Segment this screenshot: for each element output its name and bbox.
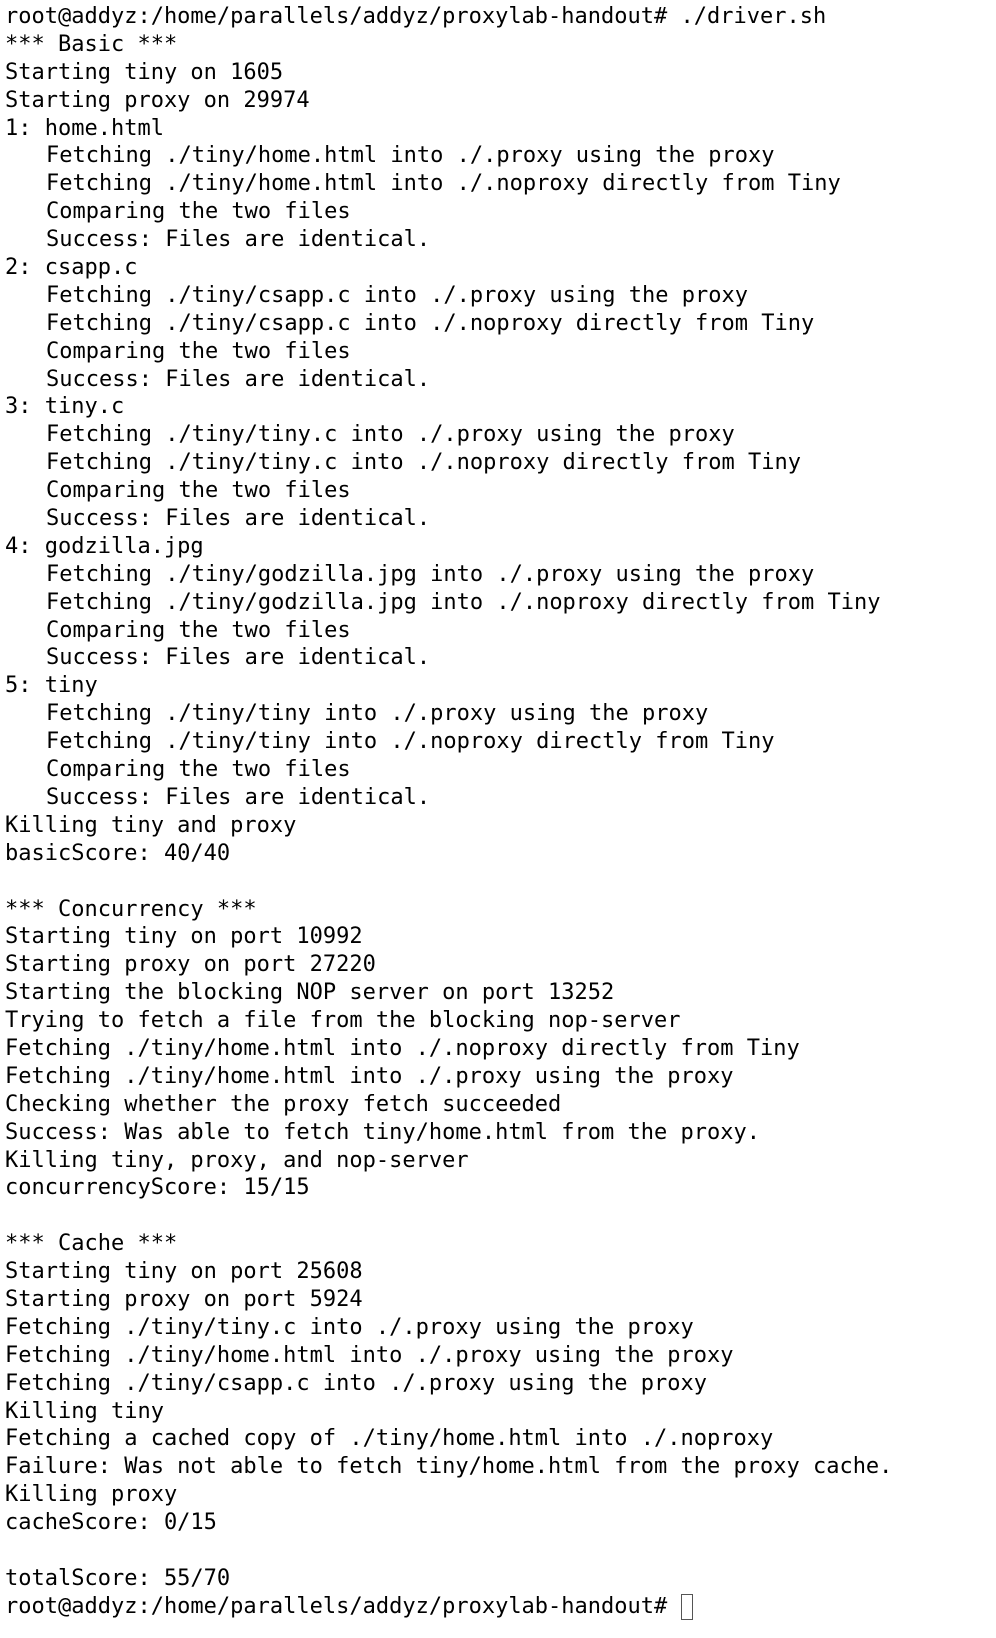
output-line: Comparing the two files xyxy=(46,757,351,783)
output-line: Fetching ./tiny/tiny.c into ./.noproxy directly from Tiny xyxy=(46,450,801,476)
output-line: Trying to fetch a file from the blocking nop-server xyxy=(5,1008,681,1034)
output-line: Killing tiny xyxy=(5,1398,164,1424)
output-line: Success: Files are identical. xyxy=(46,784,431,810)
output-line: Fetching ./tiny/tiny into ./.proxy using the proxy xyxy=(46,701,709,727)
output-line: Success: Files are identical. xyxy=(46,645,431,671)
section-header-basic: *** Basic *** xyxy=(5,31,178,57)
output-line: Checking whether the proxy fetch succeeded xyxy=(5,1091,562,1117)
test-title: 4: godzilla.jpg xyxy=(5,533,204,559)
test-title: 1: home.html xyxy=(5,115,164,141)
output-line: Success: Was able to fetch tiny/home.html from the proxy. xyxy=(5,1119,760,1145)
output-line: Fetching ./tiny/csapp.c into ./.proxy using the proxy xyxy=(46,282,748,308)
output-line: Starting tiny on port 25608 xyxy=(5,1259,363,1285)
output-line: Fetching a cached copy of ./tiny/home.html into ./.noproxy xyxy=(5,1426,774,1452)
score-line-cache: cacheScore: 0/15 xyxy=(5,1510,217,1536)
output-line: Success: Files are identical. xyxy=(46,366,431,392)
output-line: Fetching ./tiny/godzilla.jpg into ./.proxy using the proxy xyxy=(46,561,815,587)
test-title: 3: tiny.c xyxy=(5,394,125,420)
output-line: Success: Files are identical. xyxy=(46,506,431,532)
output-line: Fetching ./tiny/tiny.c into ./.proxy using the proxy xyxy=(5,1314,694,1340)
output-line: Fetching ./tiny/csapp.c into ./.noproxy directly from Tiny xyxy=(46,310,815,336)
output-line: Success: Files are identical. xyxy=(46,227,431,253)
blank-line xyxy=(0,868,996,896)
test-title: 2: csapp.c xyxy=(5,255,138,281)
output-line: Comparing the two files xyxy=(46,478,351,504)
output-line: Fetching ./tiny/home.html into ./.noproxy directly from Tiny xyxy=(5,1035,800,1061)
output-line: Fetching ./tiny/home.html into ./.proxy using the proxy xyxy=(5,1342,734,1368)
score-line-concurrency: concurrencyScore: 15/15 xyxy=(5,1175,310,1201)
score-line-basic: basicScore: 40/40 xyxy=(5,840,231,866)
shell-prompt: root@addyz:/home/parallels/addyz/proxylab-handout# xyxy=(5,1593,668,1619)
output-line: Failure: Was not able to fetch tiny/home.html from the proxy cache. xyxy=(5,1454,893,1480)
output-line: Fetching ./tiny/home.html into ./.proxy using the proxy xyxy=(5,1063,734,1089)
output-line: Fetching ./tiny/tiny.c into ./.proxy using the proxy xyxy=(46,422,735,448)
output-line: Fetching ./tiny/tiny into ./.noproxy directly from Tiny xyxy=(46,729,775,755)
output-line: Starting proxy on 29974 xyxy=(5,87,310,113)
output-line: Fetching ./tiny/home.html into ./.proxy using the proxy xyxy=(46,143,775,169)
output-line: Killing tiny, proxy, and nop-server xyxy=(5,1147,469,1173)
output-line: Starting proxy on port 27220 xyxy=(5,952,376,978)
test-title: 5: tiny xyxy=(5,673,98,699)
blank-line xyxy=(0,1202,996,1230)
section-header-cache: *** Cache *** xyxy=(5,1231,178,1257)
output-line: Starting proxy on port 5924 xyxy=(5,1286,363,1312)
output-line: Comparing the two files xyxy=(46,338,351,364)
blank-line xyxy=(0,1537,996,1565)
output-line: Starting the blocking NOP server on port 13252 xyxy=(5,980,615,1006)
output-line: Starting tiny on port 10992 xyxy=(5,924,363,950)
total-score-line: totalScore: 55/70 xyxy=(5,1565,231,1591)
output-line: Fetching ./tiny/godzilla.jpg into ./.noproxy directly from Tiny xyxy=(46,589,881,615)
output-line: Fetching ./tiny/csapp.c into ./.proxy using the proxy xyxy=(5,1370,707,1396)
output-line: Starting tiny on 1605 xyxy=(5,59,284,85)
output-line: Killing tiny and proxy xyxy=(5,812,297,838)
output-line: Killing proxy xyxy=(5,1482,178,1508)
text-cursor xyxy=(681,1594,693,1620)
output-line: Fetching ./tiny/home.html into ./.noproxy directly from Tiny xyxy=(46,171,841,197)
output-line: Comparing the two files xyxy=(46,617,351,643)
output-line: Comparing the two files xyxy=(46,199,351,225)
section-header-concurrency: *** Concurrency *** xyxy=(5,896,257,922)
command-line: root@addyz:/home/parallels/addyz/proxylab-handout# ./driver.sh xyxy=(5,4,827,29)
prompt-line[interactable] xyxy=(0,1593,996,1621)
